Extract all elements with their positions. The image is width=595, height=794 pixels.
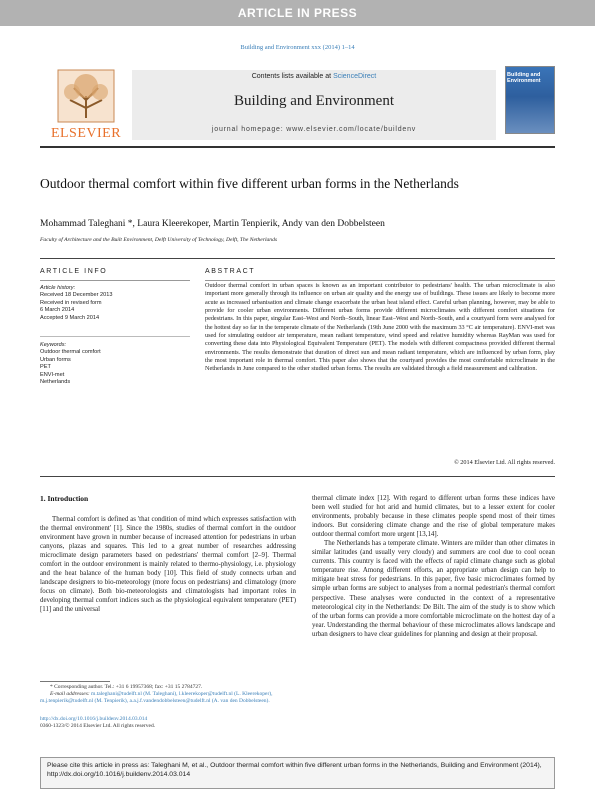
history-item: Received 18 December 2013 — [40, 292, 113, 299]
body-paragraph: Thermal comfort is defined as 'that condition of mind which expresses satisfaction with the thermal environment' [1]. Since the 1980s, studies of thermal comfort in the outdoor environment have grown in number because of increased attention for pedestrians in urban canyons, plazas and squares. This led to a great number of researches addressing microclimate design parameters based on pedestrians' thermal comfort [2–9]. Thermal comfort in the outdoor environment is mainly related to thermo-physiology, i.e. physiology and the heat balance of the human body [10]. This field of study connects urban and landscape designers to bio-meteorology (more focus on pedestrians) and climatology (more focus on climate). Both bio-meteorologists and climatologists had important roles in developing thermal comfort indices such as the physiological equivalent temperature (PET) [11] and the universal — [40, 516, 296, 614]
article-info-heading: ARTICLE INFO — [40, 268, 108, 275]
keyword-item: Urban forms — [40, 356, 71, 363]
issn-line: 0360-1323/© 2014 Elsevier Ltd. All rights reserved. — [40, 722, 156, 729]
keywords-label: Keywords: — [40, 342, 67, 348]
article-info-rule — [40, 280, 190, 281]
section-heading: 1. Introduction — [40, 494, 89, 503]
running-citation[interactable]: Building and Environment xxx (2014) 1–14 — [240, 44, 355, 51]
abstract-bottom-rule — [40, 476, 555, 477]
abstract-heading: ABSTRACT — [205, 268, 256, 275]
footnotes — [40, 684, 296, 730]
abstract-rule — [205, 280, 555, 281]
keyword-item: Netherlands — [40, 379, 71, 386]
header-rule — [40, 146, 555, 148]
keyword-item: ENVI-met — [40, 371, 65, 378]
article-in-press-banner: ARTICLE IN PRESS — [0, 0, 595, 26]
body-paragraph: thermal climate index [12]. With regard to different urban forms these indices have been well studied for hot arid and humid climates, but to a lesser extent for cooler environments, probably because in these climates people spend most of their times indoors. But considering climate change and the rise of global temperature makes outdoor thermal comfort more urgent [13,14]. — [312, 495, 555, 539]
email-addresses — [40, 691, 296, 705]
article-title: Outdoor thermal comfort within five different urban forms in the Netherlands — [40, 176, 459, 191]
cover-title: Building and Environment — [507, 72, 541, 84]
article-affiliation: Faculty of Architecture and the Built Environment, Delft University of Technology, Delft, The Netherlands — [40, 237, 278, 243]
keyword-item: Outdoor thermal comfort — [40, 349, 101, 356]
keywords — [40, 342, 190, 386]
info-rule — [40, 258, 555, 259]
article-history — [40, 285, 190, 322]
contents-line — [132, 73, 496, 80]
body-right-column — [312, 494, 555, 639]
keyword-item: PET — [40, 364, 51, 371]
email-label: E-mail addresses: — [50, 691, 92, 698]
footnote-rule — [40, 681, 110, 682]
abstract-copyright: © 2014 Elsevier Ltd. All rights reserved. — [454, 459, 555, 466]
history-item: Accepted 9 March 2014 — [40, 314, 100, 321]
body-left-column — [40, 515, 296, 615]
abstract-text: Outdoor thermal comfort in urban spaces is known as an important contributor to pedestrians' health. The urban microclimate is also important more generally through its influence on urban air quality and the energy use of buildings. These issues are likely to become more acute as increased urbanisation and climate change exacerbate the urban heat island effect. Careful urban planning, however, may be able to provide for cooler urban environments. Different urban forms provide different microclimates with different comfort situations for pedestrians. In this paper, singular East–West and North–South, linear East–West and North–South, and a courtyard form were analysed for the hottest day so far in the temperate climate of the Netherlands (19th June 2000 with the maximum 33 °C air temperature). ENVI-met was used for simulating outdoor air temperature, mean radiant temperature, wind speed and relative humidity whereas RayMan was used for converting these data into Physiological Equivalent Temperature (PET). The models with different compactness provided different thermal environments. The results demonstrate that duration of direct sun and mean radiant temperature, which are influenced by urban form, play the most important role in thermal comfort. This paper also shows that the courtyard provides the most comfortable microclimate in the Netherlands in June compared to the other studied urban forms. The results are validated through a field measurement and calibration. — [205, 282, 555, 373]
journal-homepage[interactable]: journal homepage: www.elsevier.com/locate/buildenv — [211, 126, 417, 133]
history-label: Article history: — [40, 285, 76, 291]
contents-prefix: Contents lists available at — [251, 73, 334, 80]
email-list[interactable]: m.taleghani@tudelft.nl (M. Taleghani), l.kleerekoper@tudelft.nl (L. Kleerekoper), m.j.tenpierik@tudelft.nl (M. Tenpierik), a.a.j.f.vandendobbelsteen@tudelft.nl (A. van den Dobbelsteen). — [40, 691, 273, 705]
doi-link[interactable]: http://dx.doi.org/10.1016/j.buildenv.2014.03.014 — [40, 715, 148, 722]
history-item: 6 March 2014 — [40, 307, 75, 314]
publisher-name: ELSEVIER — [50, 126, 122, 141]
keywords-rule — [40, 336, 190, 337]
cite-this-article-box[interactable]: Please cite this article in press as: Taleghani M, et al., Outdoor thermal comfort within five different urban forms in the Netherlands, Building and Environment (2014), http://dx.doi.org/10.1016/j.buildenv.2014.03.014 — [40, 757, 555, 789]
history-item: Received in revised form — [40, 299, 102, 306]
corresponding-author: * Corresponding author. Tel.: +31 6 19957368; fax: +31 15 2784727. — [50, 684, 203, 690]
article-authors: Mohammad Taleghani *, Laura Kleerekoper, Martin Tenpierik, Andy van den Dobbelsteen — [40, 219, 385, 229]
sciencedirect-link[interactable]: ScienceDirect — [333, 73, 377, 80]
body-paragraph: The Netherlands has a temperate climate. Winters are milder than other climates in similar latitudes (and usually very cloudy) and summers are cool due to cool ocean currents. This country is faced with the effects of rapid climate change such as global temperature rise. Among different efforts, an appropriate urban design can help to mitigate heat stress for pedestrians. In this paper, five basic microclimates formed by simple urban forms are subject to analyses from a normal pedestrian's thermal comfort perspective. These analyses were conducted in the context of a representative meteorological city in the Netherlands: De Bilt. The aim of the study is to show which of the urban forms can provide a more comfortable microclimate on the hottest day of a year. Understanding the thermal behaviour of these microclimates allows landscape and urban designers to have clear guidelines for planning and design at their proposal. — [312, 540, 555, 638]
journal-name: Building and Environment — [234, 93, 394, 109]
